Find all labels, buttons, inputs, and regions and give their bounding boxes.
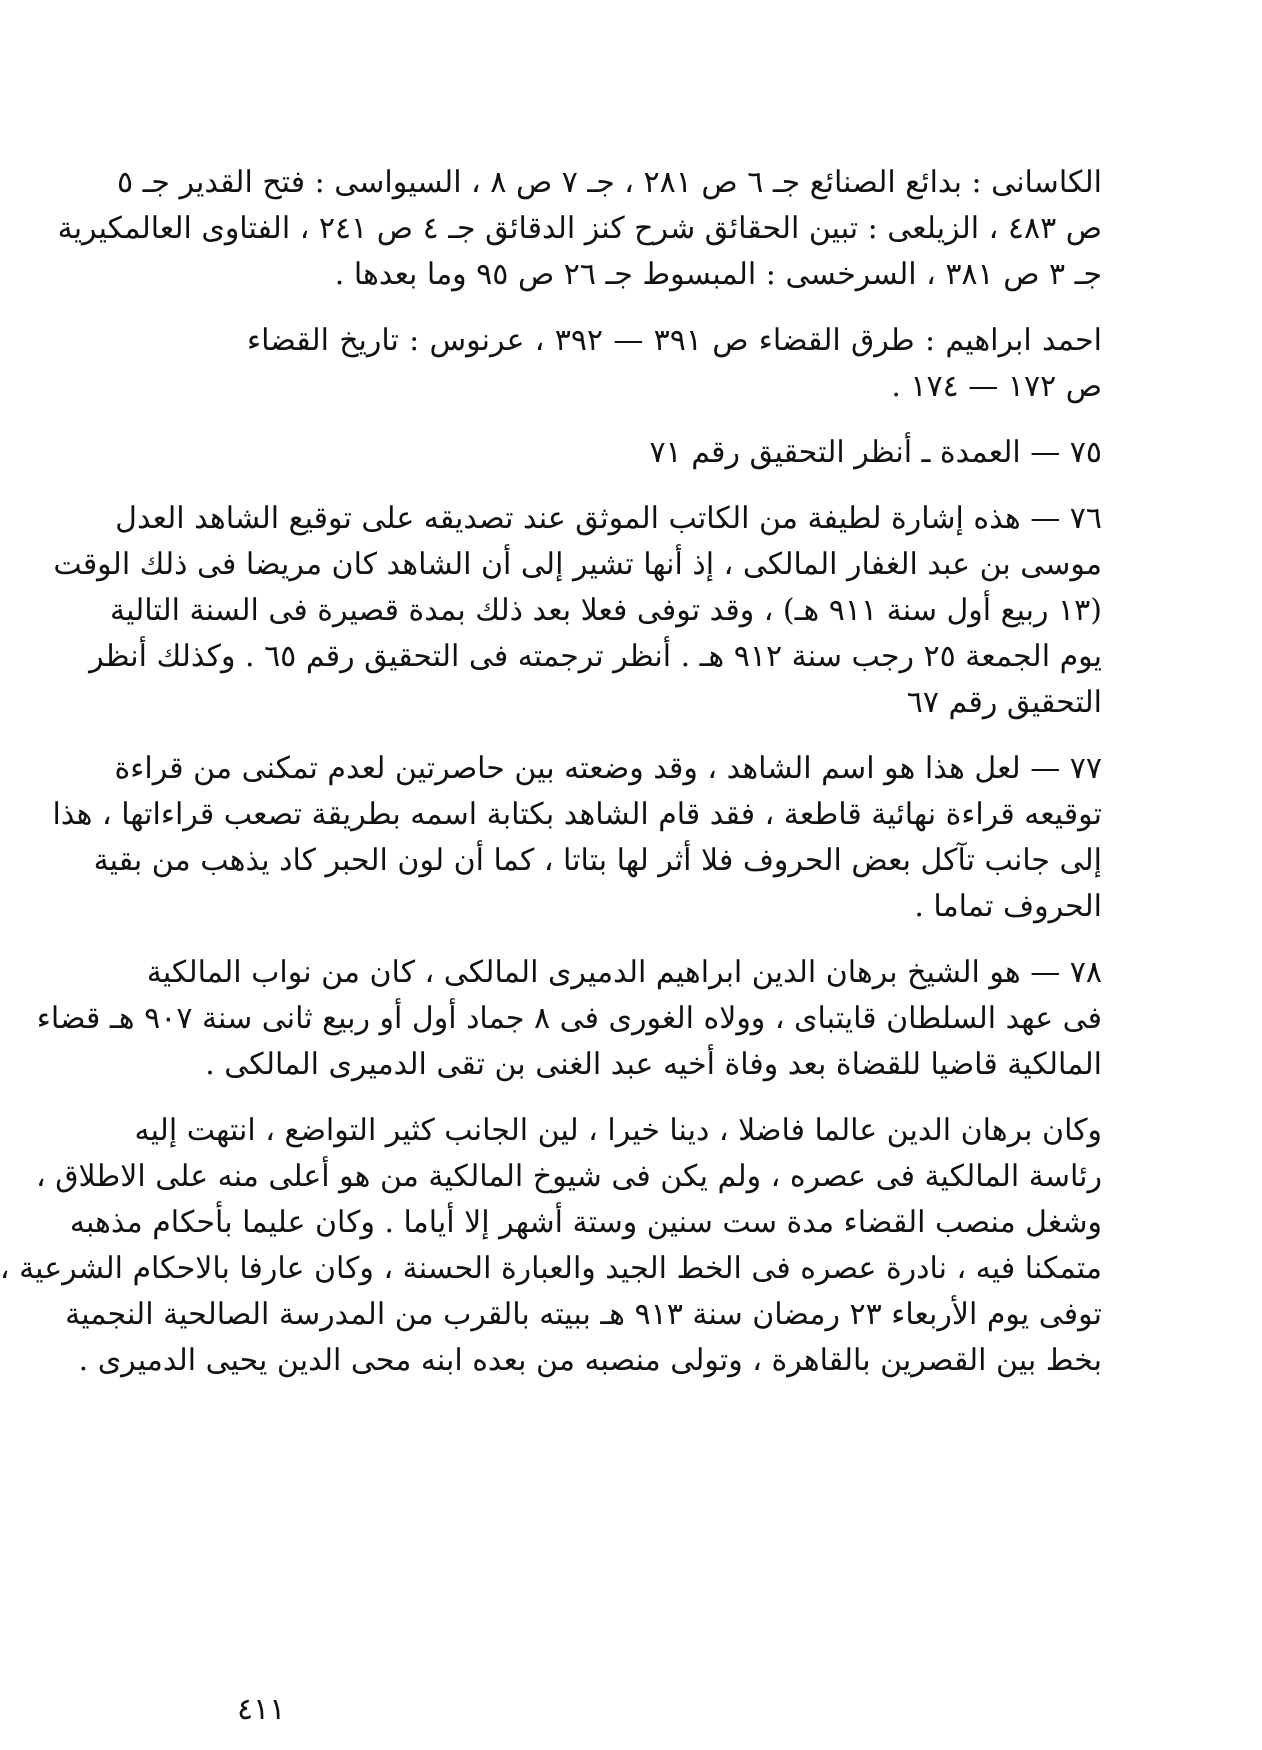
text-line: موسى بن عبد الغفار المالكى ، إذ أنها تشير إلى أن الشاهد كان مريضا فى ذلك الوقت (53, 547, 1102, 582)
note-75 (247, 430, 1102, 476)
text-line: ص ١٧٢ — ١٧٤ . (891, 369, 1102, 404)
text-line: رئاسة المالكية فى عصره ، ولم يكن فى شيوخ المالكية من هو أعلى منه على الاطلاق ، (36, 1159, 1102, 1194)
page-body (0, 160, 1102, 1404)
text-line: ٧٦ — هذه إشارة لطيفة من الكاتب الموثق عند تصديقه على توقيع الشاهد العدل (115, 501, 1102, 536)
text-line: فى عهد السلطان قايتباى ، وولاه الغورى فى ٨ جماد أول أو ربيع ثانى سنة ٩٠٧ هـ قضاء (36, 1001, 1102, 1036)
text-line: التحقيق رقم ٦٧ (906, 685, 1102, 720)
text-line: ص ٤٨٣ ، الزيلعى : تبين الحقائق شرح كنز الدقائق جـ ٤ ص ٢٤١ ، الفتاوى العالمكيرية (57, 211, 1102, 246)
footnote-references-2 (247, 318, 1102, 410)
text-line: احمد ابراهيم : طرق القضاء ص ٣٩١ — ٣٩٢ ، عرنوس : تاريخ القضاء (247, 323, 1102, 358)
text-line: توفى يوم الأربعاء ٢٣ رمضان سنة ٩١٣ هـ ببيته بالقرب من المدرسة الصالحية النجمية (65, 1297, 1102, 1332)
text-line: وكان برهان الدين عالما فاضلا ، دينا خيرا ، لين الجانب كثير التواضع ، انتهت إليه (134, 1113, 1102, 1148)
text-line: جـ ٣ ص ٣٨١ ، السرخسى : المبسوط جـ ٢٦ ص ٩٥ وما بعدها . (334, 257, 1102, 292)
footnote-references-1 (57, 160, 1102, 298)
text-line: متمكنا فيه ، نادرة عصره فى الخط الجيد والعبارة الحسنة ، وكان عارفا بالاحكام الشرعية ، (0, 1251, 1102, 1286)
note-78 (36, 950, 1102, 1088)
page-number: ٤١١ (237, 1692, 286, 1727)
text-line: وشغل منصب القضاء مدة ست سنين وستة أشهر إلا أياما . وكان عليما بأحكام مذهبه (69, 1205, 1102, 1240)
text-line: ٧٨ — هو الشيخ برهان الدين ابراهيم الدميرى المالكى ، كان من نواب المالكية (146, 955, 1102, 990)
text-line: إلى جانب تآكل بعض الحروف فلا أثر لها بتاتا ، كما أن لون الحبر كاد يذهب من بقية (93, 843, 1102, 878)
note-77 (52, 746, 1102, 930)
text-line: بخط بين القصرين بالقاهرة ، وتولى منصبه من بعده ابنه محى الدين يحيى الدميرى . (78, 1343, 1102, 1378)
text-line: (١٣ ربيع أول سنة ٩١١ هـ) ، وقد توفى فعلا بعد ذلك بمدة قصيرة فى السنة التالية (110, 593, 1102, 628)
text-line: الحروف تماما . (914, 889, 1102, 924)
note-76 (53, 496, 1102, 726)
text-line: الكاسانى : بدائع الصنائع جـ ٦ ص ٢٨١ ، جـ ٧ ص ٨ ، السيواسى : فتح القدير جـ ٥ (116, 165, 1102, 200)
text-line: توقيعه قراءة نهائية قاطعة ، فقد قام الشاهد بكتابة اسمه بطريقة تصعب قراءاتها ، هذا (52, 797, 1102, 832)
text-line: ٧٥ — العمدة ـ أنظر التحقيق رقم ٧١ (649, 435, 1102, 470)
text-line: المالكية قاضيا للقضاة بعد وفاة أخيه عبد الغنى بن تقى الدميرى المالكى . (205, 1047, 1102, 1082)
text-line: ٧٧ — لعل هذا هو اسم الشاهد ، وقد وضعته بين حاصرتين لعدم تمكنى من قراءة (114, 751, 1102, 786)
note-78-continued (0, 1108, 1102, 1384)
text-line: يوم الجمعة ٢٥ رجب سنة ٩١٢ هـ . أنظر ترجمته فى التحقيق رقم ٦٥ . وكذلك أنظر (89, 639, 1102, 674)
